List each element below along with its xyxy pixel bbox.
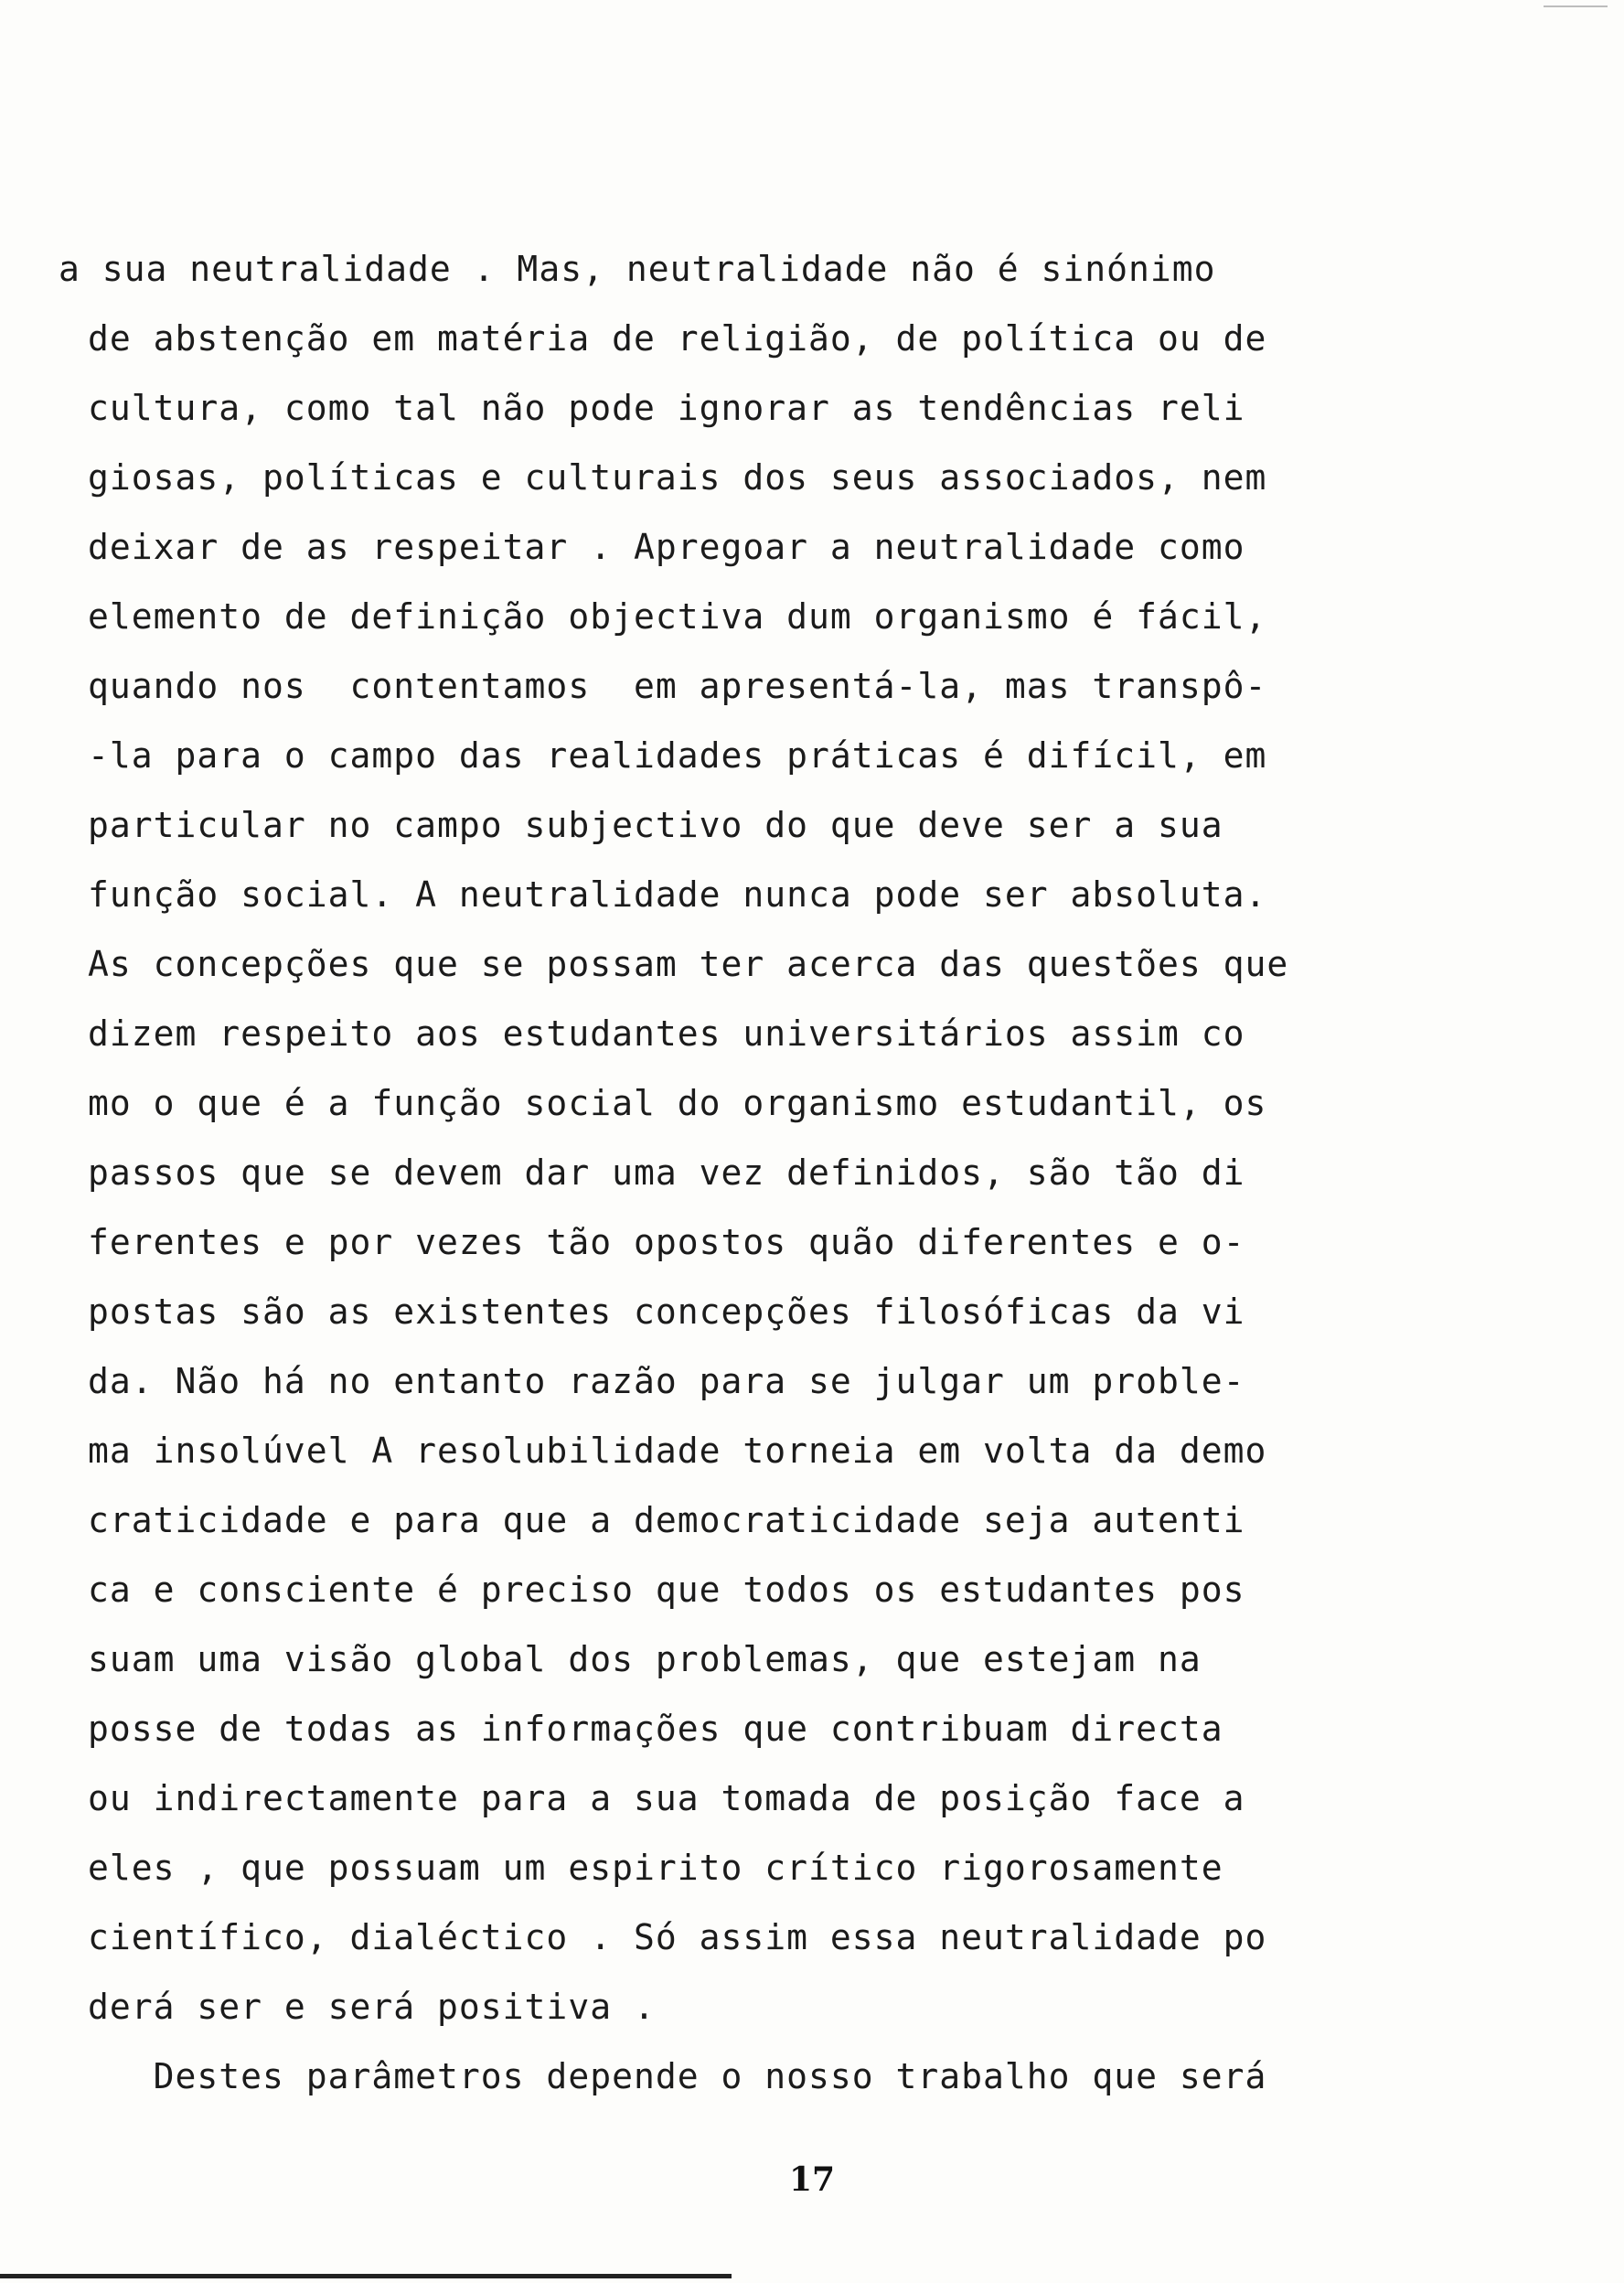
text-line: mo o que é a função social do organismo estudantil, os — [88, 1083, 1267, 1123]
text-line: da. Não há no entanto razão para se julgar um proble- — [88, 1361, 1245, 1401]
text-line: a sua neutralidade . Mas, neutralidade não é sinónimo — [59, 249, 1216, 289]
bottom-edge-rule — [0, 2274, 732, 2278]
text-line: derá ser e será positiva . — [88, 1987, 656, 2027]
text-line: passos que se devem dar uma vez definidos, são tão di — [88, 1152, 1245, 1193]
text-line: elemento de definição objectiva dum organismo é fácil, — [88, 596, 1267, 637]
text-line: eles , que possuam um espirito crítico rigorosamente — [88, 1848, 1223, 1888]
text-line: ferentes e por vezes tão opostos quão diferentes e o- — [88, 1222, 1245, 1262]
text-line: ma insolúvel A resolubilidade torneia em volta da demo — [88, 1431, 1267, 1471]
text-line: ou indirectamente para a sua tomada de posição face a — [88, 1778, 1245, 1818]
text-line: Destes parâmetros depende o nosso trabalho que será — [88, 2056, 1267, 2096]
text-line: dizem respeito aos estudantes universitários assim co — [88, 1013, 1245, 1054]
text-line: função social. A neutralidade nunca pode ser absoluta. — [88, 874, 1267, 915]
text-line: científico, dialéctico . Só assim essa neutralidade po — [88, 1917, 1267, 1957]
page-number: 17 — [788, 2160, 836, 2199]
scan-mark — [1544, 5, 1608, 7]
text-line: As concepções que se possam ter acerca das questões que — [88, 944, 1289, 984]
text-line: ca e consciente é preciso que todos os estudantes pos — [88, 1570, 1245, 1610]
text-line: de abstenção em matéria de religião, de política ou de — [88, 318, 1267, 359]
text-line: deixar de as respeitar . Apregoar a neutralidade como — [88, 527, 1245, 567]
text-line: quando nos contentamos em apresentá-la, mas transpô- — [88, 666, 1267, 706]
text-line: cultura, como tal não pode ignorar as tendências reli — [88, 388, 1245, 428]
text-line: suam uma visão global dos problemas, que estejam na — [88, 1639, 1202, 1679]
text-line: -la para o campo das realidades práticas é difícil, em — [88, 735, 1267, 776]
text-line: craticidade e para que a democraticidade seja autenti — [88, 1500, 1245, 1540]
text-line: posse de todas as informações que contribuam directa — [88, 1709, 1223, 1749]
text-line: giosas, políticas e culturais dos seus associados, nem — [88, 457, 1267, 498]
text-line: particular no campo subjectivo do que deve ser a sua — [88, 805, 1223, 845]
text-line: postas são as existentes concepções filosóficas da vi — [88, 1292, 1245, 1332]
